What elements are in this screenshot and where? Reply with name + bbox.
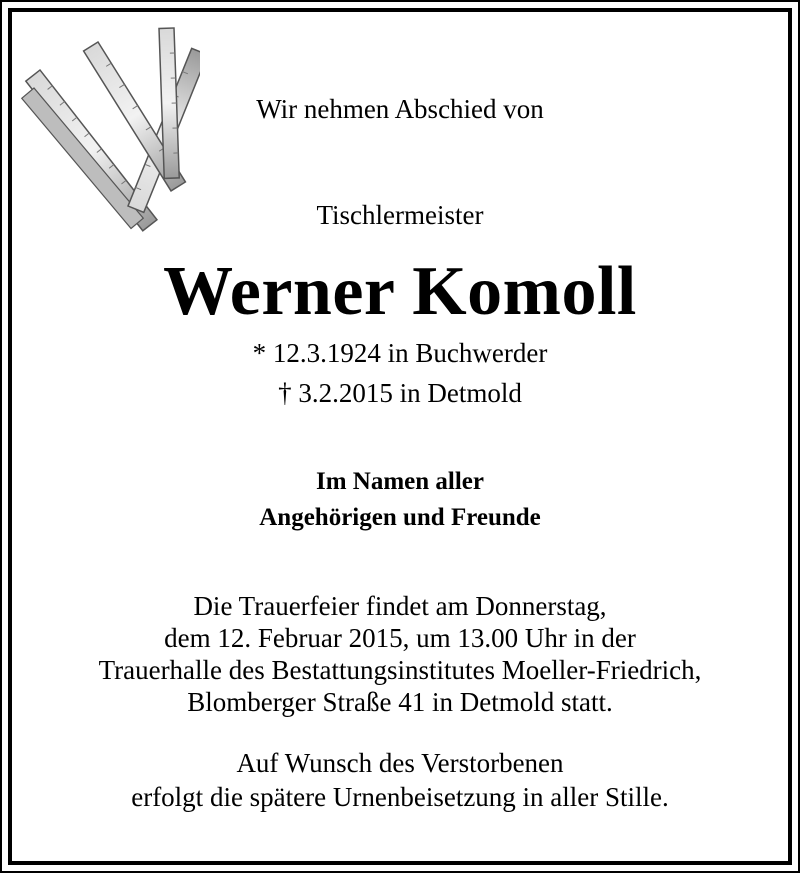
intro-text: Wir nehmen Abschied von (256, 94, 544, 124)
burial-info (0, 746, 800, 814)
burial-line-2: erfolgt die spätere Urnenbeisetzung in aller Stille. (131, 782, 669, 812)
profession-text: Tischlermeister (316, 200, 484, 230)
service-line-3: Trauerhalle des Bestattungsinstitutes Moeller-Friedrich, (98, 655, 702, 685)
service-info (0, 590, 800, 718)
family-line-2: Angehörigen und Freunde (259, 504, 541, 531)
family-line-1: Im Namen aller (315, 468, 485, 495)
deceased-name: Werner Komoll (163, 253, 637, 330)
death-date: † 3.2.2015 in Detmold (278, 378, 522, 408)
service-line-1: Die Trauerfeier findet am Donnerstag, (193, 591, 607, 621)
service-line-4: Blomberger Straße 41 in Detmold statt. (187, 687, 613, 717)
birth-date: * 12.3.1924 in Buchwerder (252, 338, 548, 368)
service-line-2: dem 12. Februar 2015, um 13.00 Uhr in der (164, 623, 636, 653)
burial-line-1: Auf Wunsch des Verstorbenen (236, 748, 564, 778)
